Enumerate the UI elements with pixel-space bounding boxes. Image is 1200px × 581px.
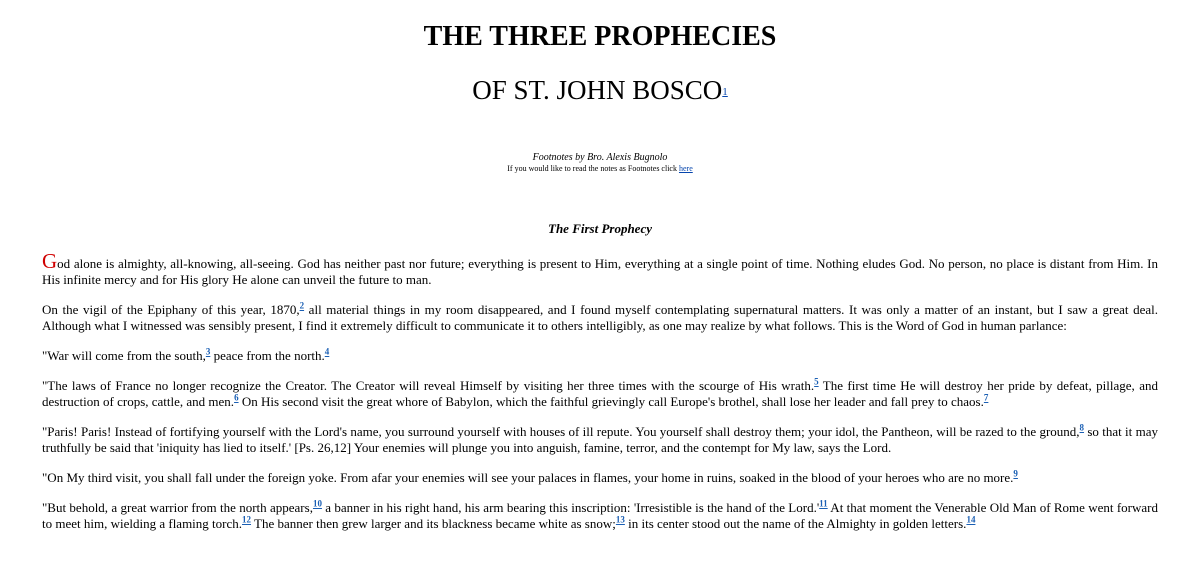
- paragraph-5: [42, 424, 1158, 456]
- paragraph-text: The first time He will destroy her pride by defeat, pillage, and destruction of crops, cattle, and men.: [42, 378, 1158, 409]
- footnote-link-7[interactable]: 7: [983, 392, 989, 403]
- page-subtitle: [0, 73, 1200, 107]
- paragraph-2: [42, 302, 1158, 334]
- paragraph-3: [42, 348, 1158, 364]
- footnote-link-10[interactable]: 10: [312, 498, 322, 509]
- footnote-link-3[interactable]: 3: [205, 346, 211, 357]
- footnote-link-2[interactable]: 2: [299, 300, 305, 311]
- paragraph-text: On His second visit the great whore of Babylon, which the faithful grievingly call Europe's brothel, shall lose her leader and fall prey to chaos.: [238, 394, 984, 409]
- paragraph-text: "War will come from the south,: [42, 348, 206, 363]
- footnote-link-8[interactable]: 8: [1079, 422, 1085, 433]
- prophecy-text: [42, 249, 1158, 546]
- paragraph-text: "The laws of France no longer recognize the Creator. The Creator will reveal Himself by visiting her three times with the scourge of His wrath.: [42, 378, 815, 393]
- footnote-link-13[interactable]: 13: [615, 514, 625, 525]
- paragraph-6: [42, 470, 1158, 486]
- footnote-link-5[interactable]: 5: [814, 376, 819, 387]
- paragraph-text: peace from the north.: [210, 348, 325, 363]
- footnote-link-6[interactable]: 6: [234, 392, 239, 403]
- section-heading: The First Prophecy: [548, 221, 652, 236]
- footnote-link-9[interactable]: 9: [1013, 468, 1018, 479]
- paragraph-text: in its center stood out the name of the Almighty in golden letters.: [624, 516, 967, 531]
- paragraph-text: The banner then grew larger and its blackness became white as snow;: [251, 516, 616, 531]
- footnotes-notice-text: If you would like to read the notes as Footnotes click: [507, 164, 679, 173]
- subtitle-text: OF ST. JOHN BOSCO: [472, 75, 723, 105]
- paragraph-text: "On My third visit, you shall fall under the foreign yoke. From afar your enemies will see your palaces in flames, your home in ruins, soaked in the blood of your heroes who are no more.: [42, 470, 1014, 485]
- footnotes-here-link[interactable]: here: [678, 164, 693, 173]
- paragraph-text: so that it may truthfully be said that 'iniquity has lied to itself.' [Ps. 26,12] Your enemies will plunge you into anguish, famine, terror, and the contempt for My law, says the Lord.: [42, 424, 1158, 455]
- paragraph-text: On the vigil of the Epiphany of this year, 1870,: [42, 302, 300, 317]
- paragraph-1: [42, 249, 1158, 288]
- page-title: THE THREE PROPHECIES: [423, 21, 777, 52]
- footnote-link-4[interactable]: 4: [324, 346, 330, 357]
- paragraph-text: od alone is almighty, all-knowing, all-seeing. God has neither past nor future; everything is present to Him, everything at a single point of time. Nothing eludes God. No person, no place is distant from Him. In His infinite mercy and for His glory He alone can unveil the future to man.: [42, 256, 1158, 287]
- paragraph-text: a banner in his right hand, his arm bearing this inscription: 'Irresistible is the hand of the Lord.': [321, 500, 820, 515]
- footnotes-credit: Footnotes by Bro. Alexis Bugnolo: [532, 152, 668, 163]
- footnotes-notice: [0, 164, 1200, 174]
- paragraph-7: [42, 500, 1158, 532]
- paragraph-text: all material things in my room disappeared, and I found myself contemplating supernatural matters. It was only a matter of an instant, but I saw a great deal. Although what I witnessed was sensibly present, I find it extremely difficult to communicate it to others intelligibly, as one may realize by what follows. This is the Word of God in human parlance:: [42, 302, 1158, 333]
- paragraph-4: [42, 378, 1158, 410]
- paragraph-text: "But behold, a great warrior from the north appears,: [42, 500, 313, 515]
- footnote-link-1[interactable]: 1: [722, 86, 728, 98]
- footnote-link-14[interactable]: 14: [966, 514, 976, 525]
- drop-cap: G: [42, 249, 58, 273]
- paragraph-text: "Paris! Paris! Instead of fortifying yourself with the Lord's name, you surround yourself with houses of ill repute. You yourself shall destroy them; your idol, the Pantheon, will be razed to the ground,: [42, 424, 1080, 439]
- footnote-link-12[interactable]: 12: [242, 514, 252, 525]
- paragraph-text: At that moment the Venerable Old Man of Rome went forward to meet him, wielding a flaming torch.: [42, 500, 1158, 531]
- footnote-link-11[interactable]: 11: [819, 498, 828, 509]
